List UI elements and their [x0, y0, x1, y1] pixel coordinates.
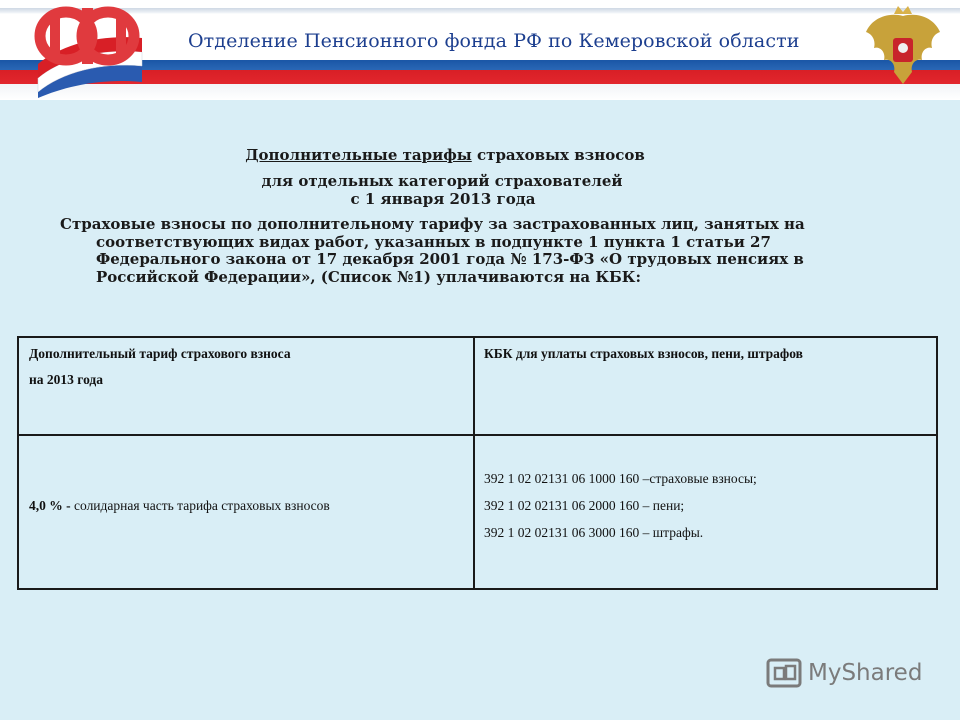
heading-line-3: с 1 января 2013 года	[350, 190, 536, 208]
tariff-cell	[29, 498, 330, 514]
intro-line: соответствующих видах работ, указанных в подпункте 1 пункта 1 статьи 27	[96, 232, 771, 251]
table-divider-vertical	[473, 338, 475, 588]
myshared-watermark: MyShared	[808, 660, 923, 686]
intro-line: Федерального закона от 17 декабря 2001 года № 173-ФЗ «О трудовых пенсиях в	[96, 250, 804, 268]
pfr-logo	[32, 2, 152, 98]
coat-of-arms-icon	[858, 4, 948, 94]
heading-line-2: для отдельных категорий страхователей	[261, 172, 623, 190]
tariff-table	[17, 336, 938, 590]
header-right: КБК для уплаты страховых взносов, пени, штрафов	[484, 346, 803, 361]
slide-content	[0, 100, 960, 720]
intro-paragraph	[60, 216, 880, 286]
intro-line: Российской Федерации», (Список №1) уплачиваются на КБК:	[96, 267, 641, 286]
myshared-logo-icon	[766, 657, 804, 691]
intro-line: Страховые взносы по дополнительному тарифу за застрахованных лиц, занятых на	[60, 215, 805, 233]
header-left-line-1: Дополнительный тариф страхового взноса	[29, 346, 291, 361]
header-banner	[0, 0, 960, 100]
kbk-line: 392 1 02 02131 06 2000 160 – пени;	[484, 498, 685, 513]
heading-underlined: Дополнительные тарифы	[245, 146, 472, 164]
header-title: Отделение Пенсионного фонда РФ по Кемеровской области	[188, 30, 800, 52]
kbk-line: 392 1 02 02131 06 3000 160 – штрафы.	[484, 525, 704, 540]
heading-rest: страховых взносов	[471, 146, 645, 164]
table-divider-horizontal	[19, 434, 936, 436]
header-left-line-2: на 2013 года	[29, 372, 104, 387]
heading-line-1	[0, 146, 925, 164]
kbk-line: 392 1 02 02131 06 1000 160 –страховые взносы;	[484, 471, 757, 486]
tariff-rate: 4,0 % -	[29, 498, 74, 513]
tariff-description: солидарная часть тарифа страховых взносов	[74, 498, 330, 513]
